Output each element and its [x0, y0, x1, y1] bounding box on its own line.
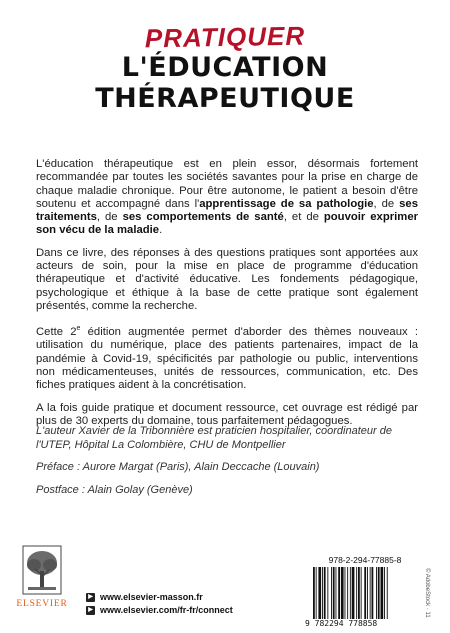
- barcode-bar: [384, 567, 385, 619]
- preface-note: Préface : Aurore Margat (Paris), Alain Deccache (Louvain): [36, 461, 320, 473]
- barcode-bar: [322, 567, 323, 619]
- text-run: , de: [373, 197, 400, 210]
- text-run: , de: [96, 211, 123, 224]
- barcode-bar: [336, 567, 337, 619]
- barcode-bar: [358, 567, 360, 619]
- web-icon: ▶: [86, 593, 95, 602]
- barcode-bar: [347, 567, 348, 619]
- barcode-bar: [333, 567, 335, 619]
- barcode-bar: [313, 567, 315, 619]
- barcode-bar: [318, 567, 321, 619]
- barcode-bar: [350, 567, 351, 619]
- barcode-bar: [376, 567, 377, 619]
- emphasis: pouvoir exprimer son vécu de la maladie: [36, 211, 418, 237]
- blurb-paragraph-2: Dans ce livre, des réponses à des questions pratiques sont apportées aux acteurs de soin, pour la mise en place de programme d'éducation thérapeutique et d'activité éducative. Les fondements pédagogique, psychologique et éthique à la base de cette pratique sont également présentés, comme la recherche.: [36, 246, 418, 312]
- emphasis: apprentissage de sa pathologie: [199, 197, 374, 210]
- barcode-bar: [316, 567, 317, 619]
- link-text: www.elsevier.com/fr-fr/connect: [100, 605, 233, 615]
- text-run: édition augmentée permet d'aborder des thèmes nouveaux : utilisation du numérique, place des patients partenaires, impact de la pandémie à Covid-19, spécificités par pathologie ou public, interventions non médicamenteuses, unités de ressources, communication, etc. Des fiches pratiques aident à la concrétisation.: [36, 326, 418, 392]
- barcode-bar: [387, 567, 388, 619]
- web-icon: ▶: [86, 606, 95, 615]
- side-code: © AdobeStock · 11: [424, 568, 430, 618]
- blurb-paragraph-3: [36, 322, 418, 392]
- link-text: www.elsevier-masson.fr: [100, 592, 203, 602]
- publisher-name: ELSEVIER: [16, 599, 68, 609]
- barcode-bar: [364, 567, 366, 619]
- barcode-bar: [324, 567, 326, 619]
- blurb-paragraph-1: [36, 158, 418, 238]
- publisher-links: [86, 591, 233, 617]
- title-line-2: THÉRAPEUTIQUE: [95, 83, 355, 114]
- emphasis: ses comportements de santé: [122, 211, 284, 224]
- barcode-bar: [372, 567, 374, 619]
- barcode-bar: [331, 567, 332, 619]
- text-run: L'éducation thérapeutique est en plein essor, désormais fortement recommandée par toutes les sociétés savantes pour la prise en charge de chaque maladie chronique. Pour être autonome, le patient a besoin d'être soutenu et accompagné dans l': [36, 158, 418, 210]
- barcode-bar: [378, 567, 380, 619]
- barcode: [311, 567, 423, 619]
- website-link-1[interactable]: [86, 591, 233, 604]
- author-note: L'auteur Xavier de la Tribonnière est praticien hospitalier, coordinateur de l'UTEP, Hôpital La Colombière, CHU de Montpellier: [36, 425, 392, 451]
- barcode-area: [305, 555, 425, 628]
- barcode-bar: [345, 567, 346, 619]
- text-run: Cette 2: [36, 326, 77, 339]
- emphasis: ses traitements: [36, 197, 418, 224]
- credits: [36, 425, 418, 506]
- website-link-2[interactable]: [86, 604, 233, 617]
- barcode-bar: [327, 567, 328, 619]
- barcode-bar: [338, 567, 340, 619]
- text-run: .: [159, 224, 163, 237]
- barcode-bar: [361, 567, 362, 619]
- title-block: [0, 22, 450, 114]
- text-run: , et de: [283, 211, 324, 224]
- barcode-bar: [356, 567, 357, 619]
- barcode-bar: [352, 567, 355, 619]
- blurb: [36, 158, 418, 437]
- tree-logo-icon: [22, 545, 62, 595]
- isbn: 978-2-294-77885-8: [328, 555, 402, 565]
- barcode-bar: [341, 567, 344, 619]
- barcode-bar: [367, 567, 368, 619]
- title-line-1: L'ÉDUCATION: [121, 52, 329, 83]
- superscript: e: [76, 325, 81, 333]
- title-kicker: PRATIQUER: [144, 20, 306, 54]
- postface-note: Postface : Alain Golay (Genève): [36, 483, 193, 496]
- barcode-bar: [370, 567, 371, 619]
- footer: [0, 545, 450, 633]
- barcode-bar: [381, 567, 384, 619]
- barcode-digits: 9 782294 778858: [305, 619, 378, 628]
- blurb-paragraph-4: A la fois guide pratique et document ressource, cet ouvrage est rédigé par plus de 30 experts du domaine, tous parfaitement pédagogues.: [36, 401, 418, 427]
- publisher-logo: [16, 545, 68, 625]
